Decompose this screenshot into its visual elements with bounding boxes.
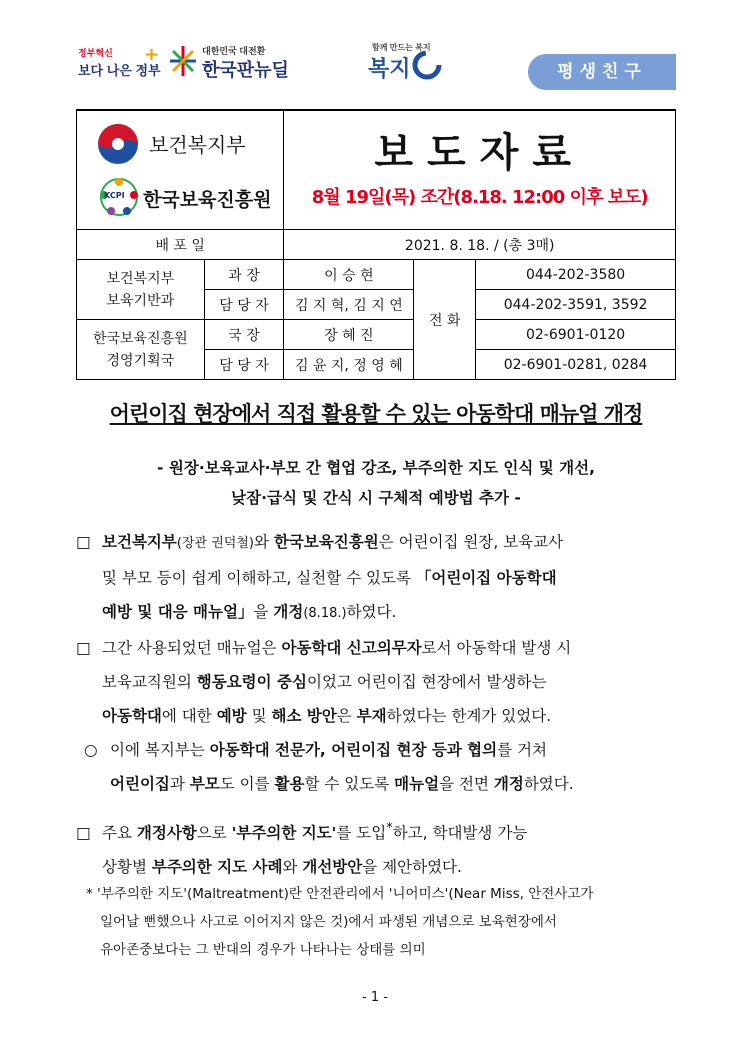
new-deal-star-icon (170, 46, 196, 76)
p2-text: 그간 사용되었던 매뉴얼은 (102, 639, 282, 657)
dist-date-label: 배 포 일 (77, 230, 284, 260)
dist-date-value: 2021. 8. 18. / (총 3매) (284, 230, 676, 260)
org-1-role-2: 담 당 자 (204, 290, 284, 320)
p4-text: 을 제안하였다. (362, 858, 462, 877)
welfare-logo (368, 42, 448, 86)
p4-emphasis: 개정사항 (136, 824, 197, 843)
org-2-line2: 경영기획국 (106, 352, 175, 369)
org-1-person-2: 김 지 혁, 김 지 연 (284, 290, 414, 320)
p2-text: 보육교직원의 (102, 673, 197, 691)
p2-text: 은 (336, 707, 357, 725)
press-release-title: 보도자료 (374, 130, 585, 176)
footnote (86, 880, 686, 964)
square-bullet: □ (76, 639, 91, 657)
org-2-phone-1: 02-6901-0120 (476, 320, 676, 350)
p4-row-1 (76, 812, 680, 850)
p3-emphasis: 부모 (189, 775, 220, 793)
org-1-name (77, 260, 205, 320)
p4-text: 와 (282, 858, 303, 877)
footnote-line-1: * '부주의한 지도'(Maltreatment)란 안전관리에서 '니어미스'(Near Miss, 안전사고가 (86, 886, 594, 902)
p1-manual-title: 「어린이집 아동학대 (415, 569, 557, 587)
welfare-small: 함께 만드는 복지 (372, 43, 431, 52)
logo-cell (77, 110, 284, 230)
subhead-line-2: 낮잠·급식 및 간식 시 구체적 예방법 추가 - (231, 489, 521, 507)
p2-emphasis: 부재 (356, 707, 387, 725)
paragraph-4 (76, 812, 680, 884)
p3-row-2 (84, 767, 680, 801)
p2-row-2 (76, 665, 680, 699)
p3-emphasis: 아동학대 전문가, 어린이집 현장 등과 협의 (209, 741, 498, 759)
p1-text: 은 어린이집 원장, 보육교사 (378, 533, 564, 551)
gov-innovation-small: 정부혁신 (78, 48, 113, 58)
p1-text: 하였다. (346, 603, 397, 621)
p3-text: 하였다. (523, 775, 574, 793)
org-1-person-1: 이 승 현 (284, 260, 414, 290)
p2-text: 하였다는 한계가 있었다. (386, 707, 552, 725)
p1-row-3 (76, 595, 680, 631)
p3-text: 도 이를 (219, 775, 275, 793)
ministry-name: 보건복지부 (149, 135, 246, 157)
embargo-notice: 8월 19일(목) 조간(8.18. 12:00 이후 보도) (311, 187, 648, 208)
p3-emphasis: 개정 (493, 775, 524, 793)
p4-text: 를 도입 (336, 824, 387, 843)
square-bullet: □ (76, 824, 91, 843)
p2-text: 및 (246, 707, 272, 725)
p3-text: 과 (169, 775, 190, 793)
p3-emphasis: 매뉴얼 (394, 775, 440, 793)
p2-emphasis: 예방 (216, 707, 247, 725)
phone-label: 전 화 (414, 260, 476, 380)
institute-name: 한국보육진흥원 (143, 190, 272, 211)
new-deal-small: 대한민국 대전환 (202, 46, 266, 56)
new-deal-main: 한국판뉴딜 (202, 60, 289, 80)
p4-text: 으로 (196, 824, 232, 843)
footnote-line-2: 일어날 뻔했으나 사고로 이어지지 않은 것)에서 파생된 개념으로 보육현장에서 (100, 914, 557, 930)
p2-emphasis: 아동학대 (102, 707, 162, 725)
press-header-table (76, 109, 676, 380)
gov-innovation-main: 보다 나은 정부 (78, 63, 161, 78)
gov-innovation-logo (78, 44, 161, 86)
org-2-phone-2: 02-6901-0281, 0284 (476, 350, 676, 380)
org-1-phone-1: 044-202-3580 (476, 260, 676, 290)
p2-text: 이었고 어린이집 현장에서 발생하는 (306, 673, 547, 691)
p2-text: 로서 아동학대 발생 시 (421, 639, 572, 657)
circle-bullet: ○ (84, 741, 98, 759)
p2-emphasis: 행동요령이 중심 (196, 673, 307, 691)
org-1-line2: 보육기반과 (106, 292, 175, 309)
p4-emphasis: 개선방안 (302, 858, 363, 877)
p1-ministry: 보건복지부 (102, 533, 177, 551)
lifelong-friend-banner: 평생친구 (528, 54, 676, 90)
p1-text: 및 부모 등이 쉽게 이해하고, 실천할 수 있도록 (102, 569, 416, 587)
p4-text: 하고, 학대발생 가능 (392, 824, 528, 843)
p1-revision: 개정 (273, 603, 304, 621)
paragraph-3 (84, 733, 680, 801)
p2-emphasis: 해소 방안 (271, 707, 337, 725)
org-1-line1: 보건복지부 (106, 270, 175, 287)
org-1-role-1: 과 장 (204, 260, 284, 290)
paragraph-2 (76, 631, 680, 733)
p1-minister: (장관 권덕철) (176, 536, 254, 551)
square-bullet: □ (76, 533, 91, 551)
org-2-person-1: 장 혜 진 (284, 320, 414, 350)
org-2-name (77, 320, 205, 380)
p3-emphasis: 활용 (274, 775, 305, 793)
org-2-line1: 한국보육진흥원 (92, 330, 188, 347)
p2-row-1 (76, 631, 680, 665)
p2-row-3 (76, 699, 680, 733)
p1-date: (8.18.) (303, 606, 347, 621)
org-2-role-2: 담 당 자 (204, 350, 284, 380)
p2-emphasis: 아동학대 신고의무자 (281, 639, 422, 657)
subhead-line-1: - 원장·보육교사·부모 간 협업 강조, 부주의한 지도 인식 및 개선, (157, 459, 595, 477)
korea-new-deal-logo (170, 44, 320, 84)
welfare-swoosh-icon (412, 50, 442, 80)
p4-emphasis: 부주의한 지도 사례 (151, 858, 283, 877)
p1-manual-title: 예방 및 대응 매뉴얼」 (102, 603, 254, 621)
ministry-emblem-icon (97, 123, 139, 165)
org-2-role-1: 국 장 (204, 320, 284, 350)
p1-text: 을 (253, 603, 274, 621)
welfare-main: 복지 (368, 56, 411, 81)
kcpi-label: KCPI (104, 191, 125, 200)
p3-emphasis: 어린이집 (110, 775, 170, 793)
p1-row-1 (76, 525, 680, 561)
footnote-line-3: 유아존중보다는 그 반대의 경우가 나타나는 상태를 의미 (100, 942, 426, 958)
p3-text: 을 전면 (439, 775, 494, 793)
p4-text: 상황별 (102, 858, 152, 877)
org-1-phone-2: 044-202-3591, 3592 (476, 290, 676, 320)
p4-emphasis: '부주의한 지도' (231, 824, 337, 843)
paragraph-1 (76, 525, 680, 631)
p2-text: 에 대한 (161, 707, 217, 725)
p1-row-2 (76, 561, 680, 595)
p3-text: 할 수 있도록 (304, 775, 395, 793)
footnote-marker: * (386, 821, 393, 836)
plus-icon: + (144, 44, 160, 65)
p1-text: 와 (253, 533, 274, 551)
title-cell (284, 110, 676, 230)
headline: 어린이집 현장에서 직접 활용할 수 있는 아동학대 매뉴얼 개정 (109, 402, 643, 426)
p4-text: 주요 (102, 824, 137, 843)
p3-text: 이에 복지부는 (110, 741, 210, 759)
org-2-person-2: 김 윤 지, 정 영 혜 (284, 350, 414, 380)
p3-text: 를 거쳐 (497, 741, 547, 759)
p3-row-1 (84, 733, 680, 767)
p1-institute: 한국보육진흥원 (273, 533, 379, 551)
page-number: - 1 - (362, 990, 388, 1005)
